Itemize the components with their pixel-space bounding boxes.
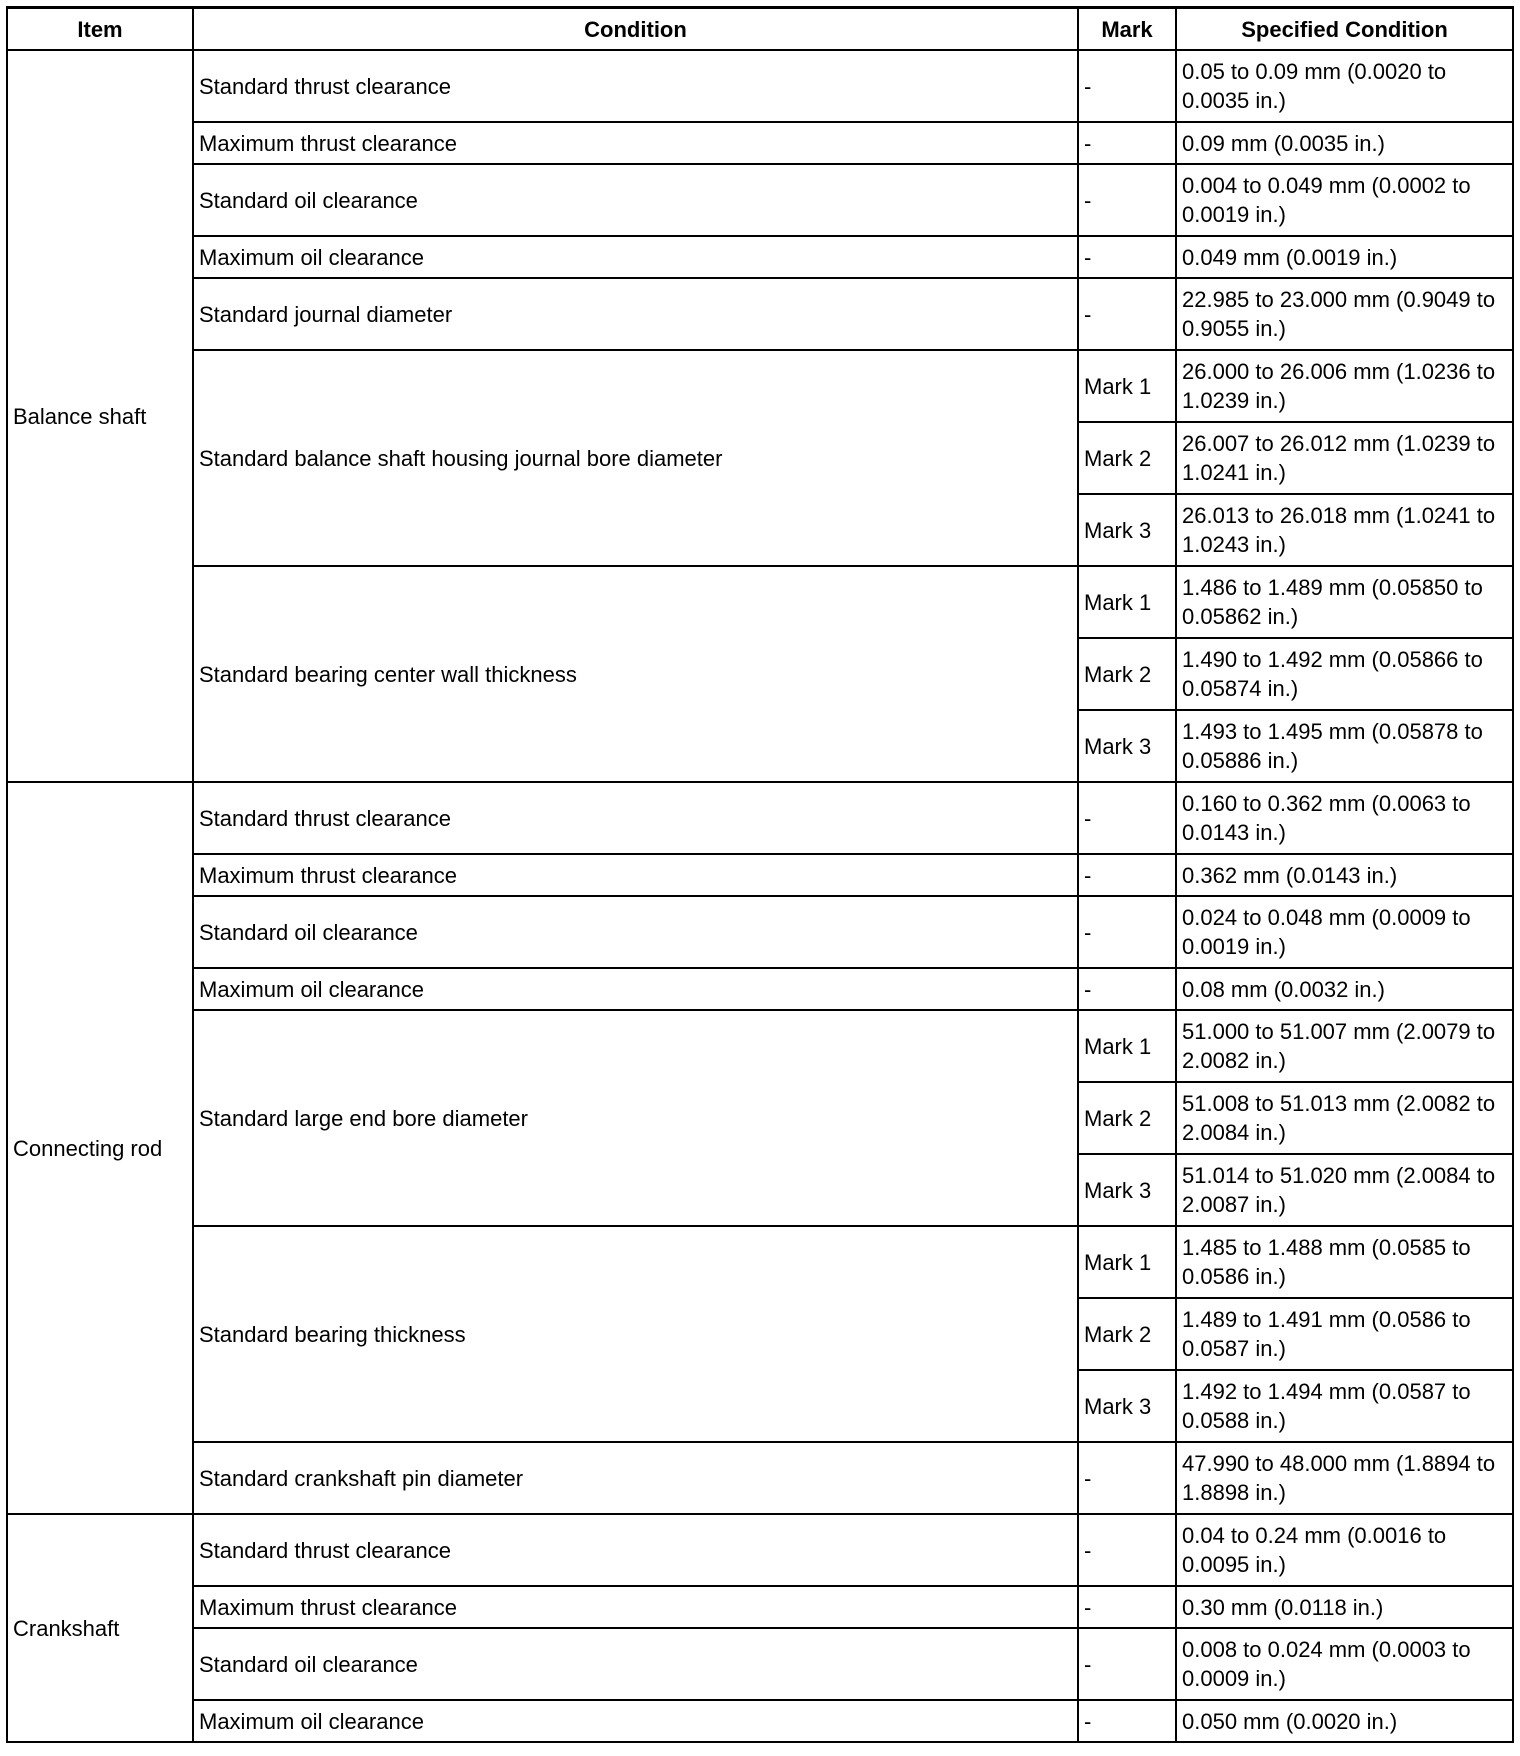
table-row [7, 1010, 1513, 1082]
table-body [7, 50, 1513, 1742]
specified-condition-cell: 51.000 to 51.007 mm (2.0079 to 2.0082 in.) [1176, 1010, 1513, 1082]
table-row [7, 164, 1513, 236]
condition-cell: Maximum thrust clearance [193, 122, 1078, 164]
mark-cell: Mark 1 [1078, 1226, 1176, 1298]
table-row [7, 50, 1513, 122]
specified-condition-cell: 0.008 to 0.024 mm (0.0003 to 0.0009 in.) [1176, 1628, 1513, 1700]
specified-condition-cell: 47.990 to 48.000 mm (1.8894 to 1.8898 in.) [1176, 1442, 1513, 1514]
mark-cell: - [1078, 236, 1176, 278]
condition-cell: Standard thrust clearance [193, 782, 1078, 854]
mark-cell: - [1078, 854, 1176, 896]
table-row [7, 1628, 1513, 1700]
table-row [7, 782, 1513, 854]
condition-cell: Standard bearing thickness [193, 1226, 1078, 1442]
specified-condition-cell: 0.30 mm (0.0118 in.) [1176, 1586, 1513, 1628]
mark-cell: - [1078, 164, 1176, 236]
table-row [7, 350, 1513, 422]
condition-cell: Standard oil clearance [193, 1628, 1078, 1700]
condition-cell: Maximum oil clearance [193, 236, 1078, 278]
condition-cell: Standard oil clearance [193, 164, 1078, 236]
condition-cell: Standard bearing center wall thickness [193, 566, 1078, 782]
mark-cell: Mark 2 [1078, 1082, 1176, 1154]
table-row [7, 896, 1513, 968]
header-specified-condition: Specified Condition [1176, 8, 1513, 51]
mark-cell: - [1078, 1586, 1176, 1628]
mark-cell: - [1078, 278, 1176, 350]
item-cell: Connecting rod [7, 782, 193, 1514]
condition-cell: Maximum thrust clearance [193, 854, 1078, 896]
specified-condition-cell: 0.004 to 0.049 mm (0.0002 to 0.0019 in.) [1176, 164, 1513, 236]
table-row [7, 1442, 1513, 1514]
mark-cell: Mark 1 [1078, 350, 1176, 422]
condition-cell: Standard large end bore diameter [193, 1010, 1078, 1226]
specified-condition-cell: 26.007 to 26.012 mm (1.0239 to 1.0241 in.) [1176, 422, 1513, 494]
mark-cell: Mark 3 [1078, 1370, 1176, 1442]
header-row [7, 8, 1513, 51]
condition-cell: Maximum oil clearance [193, 968, 1078, 1010]
header-condition: Condition [193, 8, 1078, 51]
mark-cell: - [1078, 1514, 1176, 1586]
specified-condition-cell: 26.000 to 26.006 mm (1.0236 to 1.0239 in.) [1176, 350, 1513, 422]
specified-condition-cell: 0.09 mm (0.0035 in.) [1176, 122, 1513, 164]
mark-cell: Mark 3 [1078, 710, 1176, 782]
specified-condition-cell: 51.014 to 51.020 mm (2.0084 to 2.0087 in.) [1176, 1154, 1513, 1226]
specified-condition-cell: 51.008 to 51.013 mm (2.0082 to 2.0084 in.) [1176, 1082, 1513, 1154]
table-row [7, 1700, 1513, 1742]
mark-cell: - [1078, 1628, 1176, 1700]
mark-cell: Mark 1 [1078, 1010, 1176, 1082]
mark-cell: Mark 2 [1078, 422, 1176, 494]
specified-condition-cell: 1.489 to 1.491 mm (0.0586 to 0.0587 in.) [1176, 1298, 1513, 1370]
specified-condition-cell: 0.05 to 0.09 mm (0.0020 to 0.0035 in.) [1176, 50, 1513, 122]
mark-cell: - [1078, 122, 1176, 164]
header-item: Item [7, 8, 193, 51]
specified-condition-cell: 26.013 to 26.018 mm (1.0241 to 1.0243 in.) [1176, 494, 1513, 566]
item-cell: Crankshaft [7, 1514, 193, 1742]
mark-cell: - [1078, 968, 1176, 1010]
mark-cell: Mark 2 [1078, 1298, 1176, 1370]
table-row [7, 854, 1513, 896]
condition-cell: Standard crankshaft pin diameter [193, 1442, 1078, 1514]
spec-table [6, 6, 1514, 1743]
condition-cell: Standard thrust clearance [193, 50, 1078, 122]
specified-condition-cell: 0.050 mm (0.0020 in.) [1176, 1700, 1513, 1742]
specified-condition-cell: 0.049 mm (0.0019 in.) [1176, 236, 1513, 278]
condition-cell: Standard thrust clearance [193, 1514, 1078, 1586]
mark-cell: Mark 1 [1078, 566, 1176, 638]
condition-cell: Standard oil clearance [193, 896, 1078, 968]
specified-condition-cell: 0.08 mm (0.0032 in.) [1176, 968, 1513, 1010]
mark-cell: - [1078, 1700, 1176, 1742]
table-row [7, 122, 1513, 164]
mark-cell: Mark 3 [1078, 494, 1176, 566]
mark-cell: Mark 3 [1078, 1154, 1176, 1226]
specified-condition-cell: 22.985 to 23.000 mm (0.9049 to 0.9055 in.) [1176, 278, 1513, 350]
condition-cell: Maximum thrust clearance [193, 1586, 1078, 1628]
mark-cell: - [1078, 896, 1176, 968]
specified-condition-cell: 0.160 to 0.362 mm (0.0063 to 0.0143 in.) [1176, 782, 1513, 854]
item-cell: Balance shaft [7, 50, 193, 782]
table-row [7, 1226, 1513, 1298]
mark-cell: - [1078, 50, 1176, 122]
specified-condition-cell: 0.024 to 0.048 mm (0.0009 to 0.0019 in.) [1176, 896, 1513, 968]
specified-condition-cell: 0.362 mm (0.0143 in.) [1176, 854, 1513, 896]
mark-cell: - [1078, 782, 1176, 854]
condition-cell: Standard balance shaft housing journal bore diameter [193, 350, 1078, 566]
specified-condition-cell: 1.490 to 1.492 mm (0.05866 to 0.05874 in.) [1176, 638, 1513, 710]
specified-condition-cell: 1.493 to 1.495 mm (0.05878 to 0.05886 in.) [1176, 710, 1513, 782]
table-row [7, 1586, 1513, 1628]
table-row [7, 1514, 1513, 1586]
condition-cell: Maximum oil clearance [193, 1700, 1078, 1742]
table-row [7, 566, 1513, 638]
condition-cell: Standard journal diameter [193, 278, 1078, 350]
table-row [7, 236, 1513, 278]
specified-condition-cell: 0.04 to 0.24 mm (0.0016 to 0.0095 in.) [1176, 1514, 1513, 1586]
mark-cell: Mark 2 [1078, 638, 1176, 710]
specified-condition-cell: 1.486 to 1.489 mm (0.05850 to 0.05862 in.) [1176, 566, 1513, 638]
table-row [7, 968, 1513, 1010]
specified-condition-cell: 1.485 to 1.488 mm (0.0585 to 0.0586 in.) [1176, 1226, 1513, 1298]
mark-cell: - [1078, 1442, 1176, 1514]
table-row [7, 278, 1513, 350]
header-mark: Mark [1078, 8, 1176, 51]
specified-condition-cell: 1.492 to 1.494 mm (0.0587 to 0.0588 in.) [1176, 1370, 1513, 1442]
